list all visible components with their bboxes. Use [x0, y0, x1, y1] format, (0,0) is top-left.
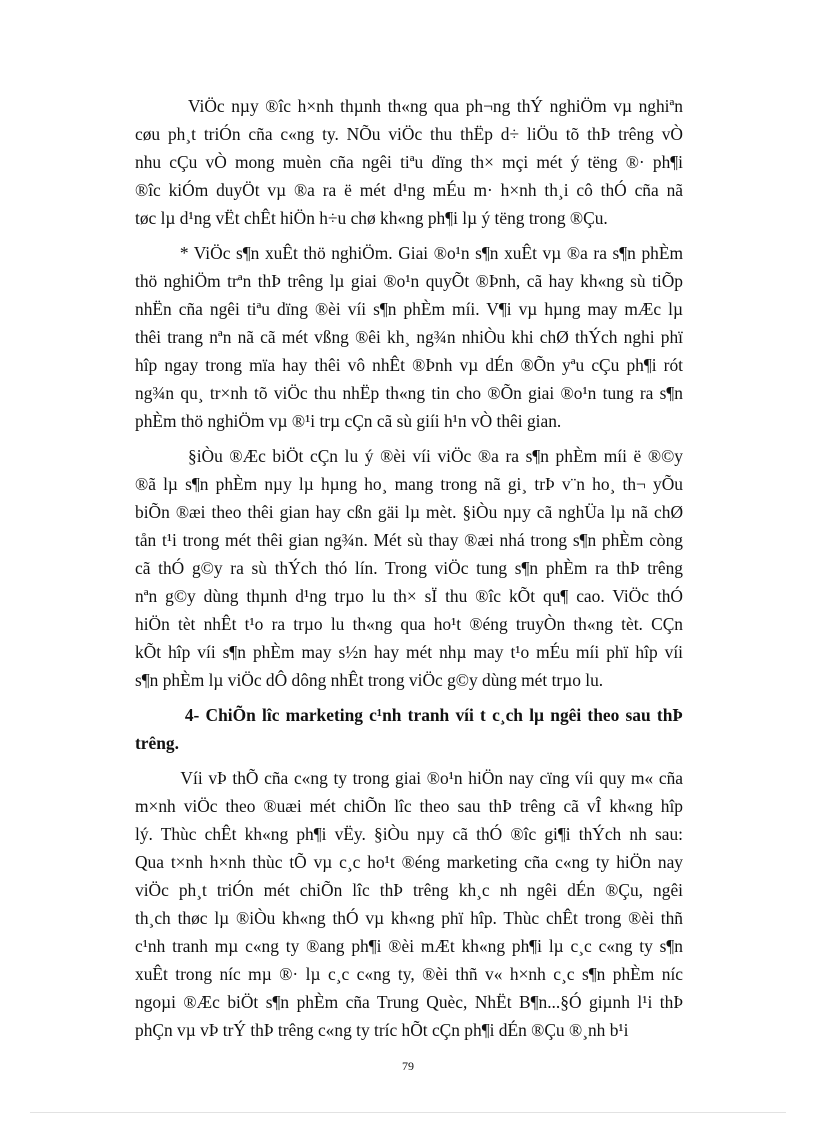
text-line: 4- ChiÕn lîc marketing c¹nh tranh víi t c¸ch lµ ngêi theo sau thÞ: [135, 705, 683, 725]
text-line: phÇn vµ vÞ trÝ thÞ trêng c«ng ty tríc hÕt cÇn ph¶i dÉn ®Çu ®¸nh b¹i: [135, 1020, 629, 1040]
section-heading: [135, 701, 683, 757]
text-line: tån t¹i trong mét thêi gian ng¾n. Mét sù thay ®æi nhá trong s¶n phÈm còng: [135, 530, 683, 550]
text-line: trêng.: [135, 733, 179, 753]
paragraph: [135, 764, 683, 1044]
paragraph: [135, 92, 683, 232]
text-line: thö nghiÖm trªn thÞ trêng lµ giai ®o¹n quyÕt ®Þnh, cã hay kh«ng sù tiÕp: [135, 271, 683, 291]
text-line: ViÖc nµy ®îc h×nh thµnh th«ng qua ph¬ng thÝ nghiÖm vµ nghiªn: [135, 96, 683, 116]
text-line: Víi vÞ thÕ cña c«ng ty trong giai ®o¹n hiÖn nay cïng víi quy m« cña: [135, 768, 683, 788]
text-line: lý. Thùc chÊt kh«ng ph¶i vËy. §iÒu nµy cã thÓ ®îc gi¶i thÝch nh sau:: [135, 824, 683, 844]
text-line: ng¾n qu¸ tr×nh tõ viÖc thu nhËp th«ng tin cho ®Õn giai ®o¹n tung ra s¶n: [135, 383, 683, 403]
text-line: hîp ngay trong mïa hay thêi vô nhÊt ®Þnh vµ dÉn ®Õn yªu cÇu ph¶i rót: [135, 355, 683, 375]
body-text: [135, 92, 683, 1051]
page-divider: [30, 1112, 786, 1113]
text-line: nhËn cña ngêi tiªu dïng ®èi víi s¶n phÈm míi. V¶i vµ hµng may mÆc lµ: [135, 299, 683, 319]
text-line: cã thÓ g©y ra sù thÝch thó lín. Trong viÖc tung s¶n phÈm ra thÞ trêng: [135, 558, 683, 578]
text-line: * ViÖc s¶n xuÊt thö nghiÖm. Giai ®o¹n s¶n xuÊt vµ ®a ra s¶n phÈm: [135, 243, 683, 263]
text-line: Qua t×nh h×nh thùc tÕ vµ c¸c ho¹t ®éng marketing cña c«ng ty hiÖn nay: [135, 852, 683, 872]
text-line: biÕn ®æi theo thêi gian hay cßn gäi lµ mèt. §iÒu nµy cã nghÜa lµ nã chØ: [135, 502, 683, 522]
page-number: 79: [402, 1059, 414, 1073]
text-line: ®ã lµ s¶n phÈm nµy lµ hµng ho¸ mang trong nã gi¸ trÞ v¨n ho¸ th¬ yÕu: [135, 474, 683, 494]
text-line: nªn g©y dùng thµnh d¹ng trµo lu th× sÏ thu ®îc kÕt qu¶ cao. ViÖc thÓ: [135, 586, 683, 606]
text-line: thêi trang nªn nã cã mét vßng ®êi kh¸ ng¾n nhiÒu khi chØ thÝch nghi phï: [135, 327, 683, 347]
text-line: th¸ch thøc lµ ®iÒu kh«ng thÓ vµ kh«ng phï hîp. Thùc chÊt trong ®èi thñ: [135, 908, 683, 928]
text-line: hiÖn tèt nhÊt t¹o ra trµo lu th«ng qua ho¹t ®éng truyÒn th«ng tèt. CÇn: [135, 614, 683, 634]
text-line: phÈm thö nghiÖm vµ ®¹i trµ cÇn cã sù giíi h¹n vÒ thêi gian.: [135, 411, 562, 431]
text-line: cøu ph¸t triÓn cña c«ng ty. NÕu viÖc thu thËp d÷ liÖu tõ thÞ trêng vÒ: [135, 124, 683, 144]
text-line: §iÒu ®Æc biÖt cÇn lu ý ®èi víi viÖc ®a ra s¶n phÈm míi ë ®©y: [135, 446, 683, 466]
text-line: tøc lµ d¹ng vËt chÊt hiÖn h÷u chø kh«ng ph¶i lµ ý tëng trong ®Çu.: [135, 208, 608, 228]
text-line: xuÊt trong níc mµ ®· lµ c¸c c«ng ty, ®èi thñ v« h×nh c¸c s¶n phÈm níc: [135, 964, 683, 984]
text-line: ®îc kiÓm duyÖt vµ ®a ra ë mét d¹ng mÉu m· h×nh th¸i cô thÓ cña nã: [135, 180, 683, 200]
text-line: kÕt hîp víi s¶n phÈm may s½n hay mét nhµ may t¹o mÉu míi phï hîp víi: [135, 642, 683, 662]
text-line: m×nh viÖc theo ®uæi mét chiÕn lîc theo sau thÞ trêng cã vÎ kh«ng hîp: [135, 796, 683, 816]
paragraph: [135, 442, 683, 694]
text-line: s¶n phÈm lµ viÖc dÔ dông nhÊt trong viÖc g©y dùng mét trµo lu.: [135, 670, 604, 690]
text-line: ngoµi ®Æc biÖt s¶n phÈm cña Trung Quèc, NhËt B¶n...§Ó giµnh l¹i thÞ: [135, 992, 683, 1012]
paragraph: [135, 239, 683, 435]
text-line: c¹nh tranh mµ c«ng ty ®ang ph¶i ®èi mÆt kh«ng ph¶i lµ c¸c c«ng ty s¶n: [135, 936, 683, 956]
text-line: viÖc ph¸t triÓn mét chiÕn lîc thÞ trêng kh¸c nh ngêi dÉn ®Çu, ngêi: [135, 880, 683, 900]
text-line: nhu cÇu vÒ mong muèn cña ngêi tiªu dïng th× mçi mét ý tëng ®· ph¶i: [135, 152, 683, 172]
